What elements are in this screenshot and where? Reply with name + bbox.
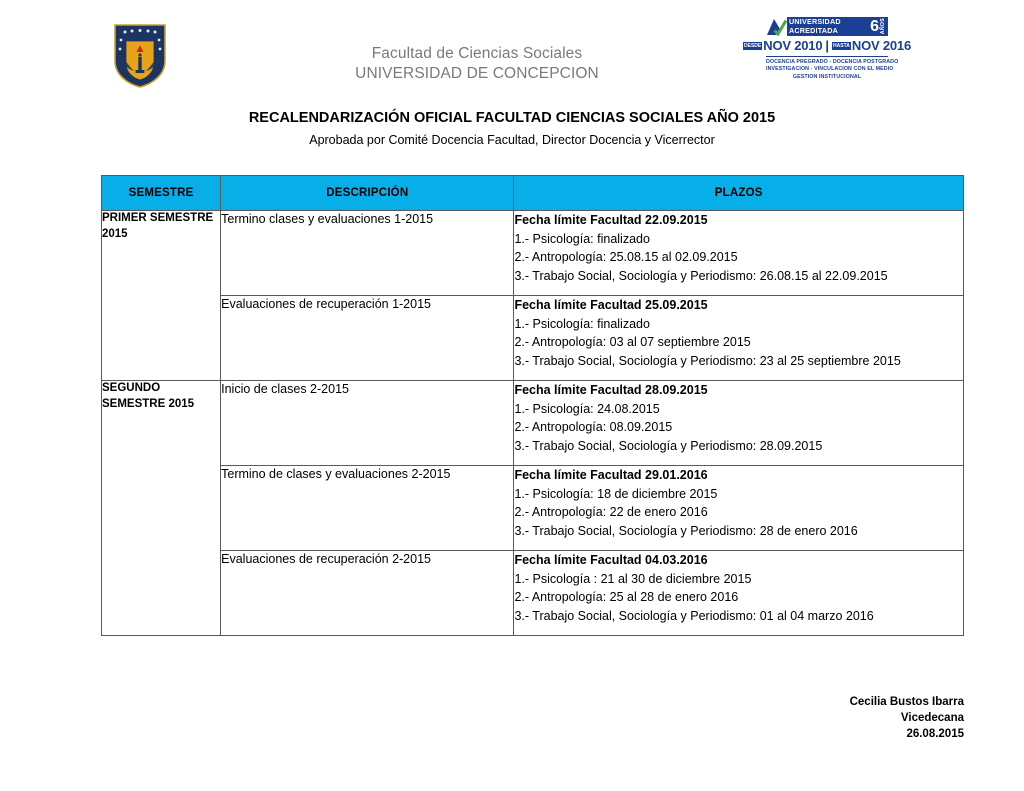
accreditation-to-label: HASTA: [833, 42, 850, 49]
semester-cell-segundo: SEGUNDO SEMESTRE 2015: [102, 381, 221, 636]
faculty-name: Facultad de Ciencias Sociales: [371, 45, 583, 62]
column-header-descripcion: DESCRIPCIÓN: [221, 176, 514, 211]
plazo-item: 1.- Psicología: 24.08.2015: [514, 401, 660, 416]
accreditation-years-block: [869, 17, 888, 36]
semester-cell-primer: PRIMER SEMESTRE 2015: [102, 211, 221, 381]
table-row: [102, 466, 964, 551]
plazos-cell: [514, 211, 964, 296]
accreditation-checkmark-icon: [766, 17, 787, 36]
plazo-item: 1.- Psicología : 21 al 30 de diciembre 2015: [514, 571, 752, 586]
description-cell: Evaluaciones de recuperación 2-2015: [221, 551, 514, 636]
description-cell: Evaluaciones de recuperación 1-2015: [221, 296, 514, 381]
plazo-item: 3.- Trabajo Social, Sociología y Periodismo: 23 al 25 septiembre 2015: [514, 353, 901, 368]
signature-role: Vicedecana: [900, 712, 964, 724]
plazo-deadline: Fecha límite Facultad 29.01.2016: [514, 468, 708, 482]
accreditation-from-date: NOV 2010: [763, 38, 823, 53]
plazos-cell: [514, 381, 964, 466]
plazo-item: 1.- Psicología: finalizado: [514, 316, 650, 331]
page-title: RECALENDARIZACIÓN OFICIAL FACULTAD CIENCIAS SOCIALES AÑO 2015: [248, 110, 776, 126]
plazo-deadline: Fecha límite Facultad 22.09.2015: [514, 213, 708, 227]
description-cell: Inicio de clases 2-2015: [221, 381, 514, 466]
accreditation-word-top: UNIVERSIDAD: [789, 16, 841, 26]
accreditation-years-number: 6: [870, 17, 879, 35]
column-header-plazos: PLAZOS: [514, 176, 964, 211]
plazo-deadline: Fecha límite Facultad 25.09.2015: [514, 298, 708, 312]
calendar-table-container: [101, 175, 964, 636]
column-header-semestre: SEMESTRE: [102, 176, 221, 211]
table-row: [102, 211, 964, 296]
signature-name: Cecilia Bustos Ibarra: [849, 696, 964, 708]
table-row: [102, 551, 964, 636]
plazos-cell: [514, 551, 964, 636]
accreditation-area-1: DOCENCIA PREGRADO - DOCENCIA POSTGRADO: [766, 59, 899, 65]
plazo-deadline: Fecha límite Facultad 28.09.2015: [514, 383, 708, 397]
plazo-item: 3.- Trabajo Social, Sociología y Periodismo: 01 al 04 marzo 2016: [514, 608, 874, 623]
plazo-item: 2.- Antropología: 22 de enero 2016: [514, 505, 708, 519]
plazo-item: 3.- Trabajo Social, Sociología y Periodismo: 26.08.15 al 22.09.2015: [514, 268, 888, 283]
accreditation-date-separator: |: [825, 38, 830, 53]
accreditation-words: [787, 17, 869, 36]
page-header: [0, 0, 1024, 100]
plazo-item: 2.- Antropología: 25.08.15 al 02.09.2015: [514, 250, 738, 264]
accreditation-area-3: GESTION INSTITUCIONAL: [792, 73, 862, 80]
plazo-item: 2.- Antropología: 03 al 07 septiembre 2015: [514, 335, 751, 349]
accreditation-top-bar: [766, 17, 888, 36]
plazo-item: 2.- Antropología: 25 al 28 de enero 2016: [514, 590, 739, 604]
accreditation-area-2: INVESTIGACION - VINCULACION CON EL MEDIO: [766, 66, 894, 73]
accreditation-to-date: NOV 2016: [851, 38, 911, 53]
plazo-item: 2.- Antropología: 08.09.2015: [514, 420, 673, 434]
plazo-deadline: Fecha límite Facultad 04.03.2016: [514, 553, 708, 567]
plazo-item: 3.- Trabajo Social, Sociología y Periodismo: 28 de enero 2016: [514, 523, 858, 538]
table-row: [102, 381, 964, 466]
table-row: [102, 296, 964, 381]
university-shield-logo: [112, 23, 168, 89]
accreditation-badge: [744, 16, 911, 91]
plazos-cell: [514, 466, 964, 551]
university-name: UNIVERSIDAD DE CONCEPCION: [355, 64, 599, 82]
table-header-row: [102, 176, 964, 211]
calendar-table: [101, 175, 964, 636]
signature-date: 26.08.2015: [906, 728, 964, 740]
accreditation-areas: [766, 56, 899, 81]
plazo-item: 1.- Psicología: finalizado: [514, 231, 650, 246]
plazos-cell: [514, 296, 964, 381]
page-subtitle: Aprobada por Comité Docencia Facultad, Director Docencia y Vicerrector: [309, 133, 715, 147]
description-cell: Termino clases y evaluaciones 1-2015: [221, 211, 514, 296]
institution-titles: [262, 44, 692, 84]
accreditation-from-label: DESDE: [744, 42, 762, 49]
plazo-item: 1.- Psicología: 18 de diciembre 2015: [514, 486, 718, 501]
description-cell: Termino de clases y evaluaciones 2-2015: [221, 466, 514, 551]
accreditation-date-range: [744, 37, 911, 54]
plazo-item: 3.- Trabajo Social, Sociología y Periodismo: 28.09.2015: [514, 438, 823, 453]
accreditation-years-label: AÑOS: [880, 18, 886, 35]
signature-block: [0, 694, 964, 742]
accreditation-word-bottom: ACREDITADA: [789, 25, 838, 35]
